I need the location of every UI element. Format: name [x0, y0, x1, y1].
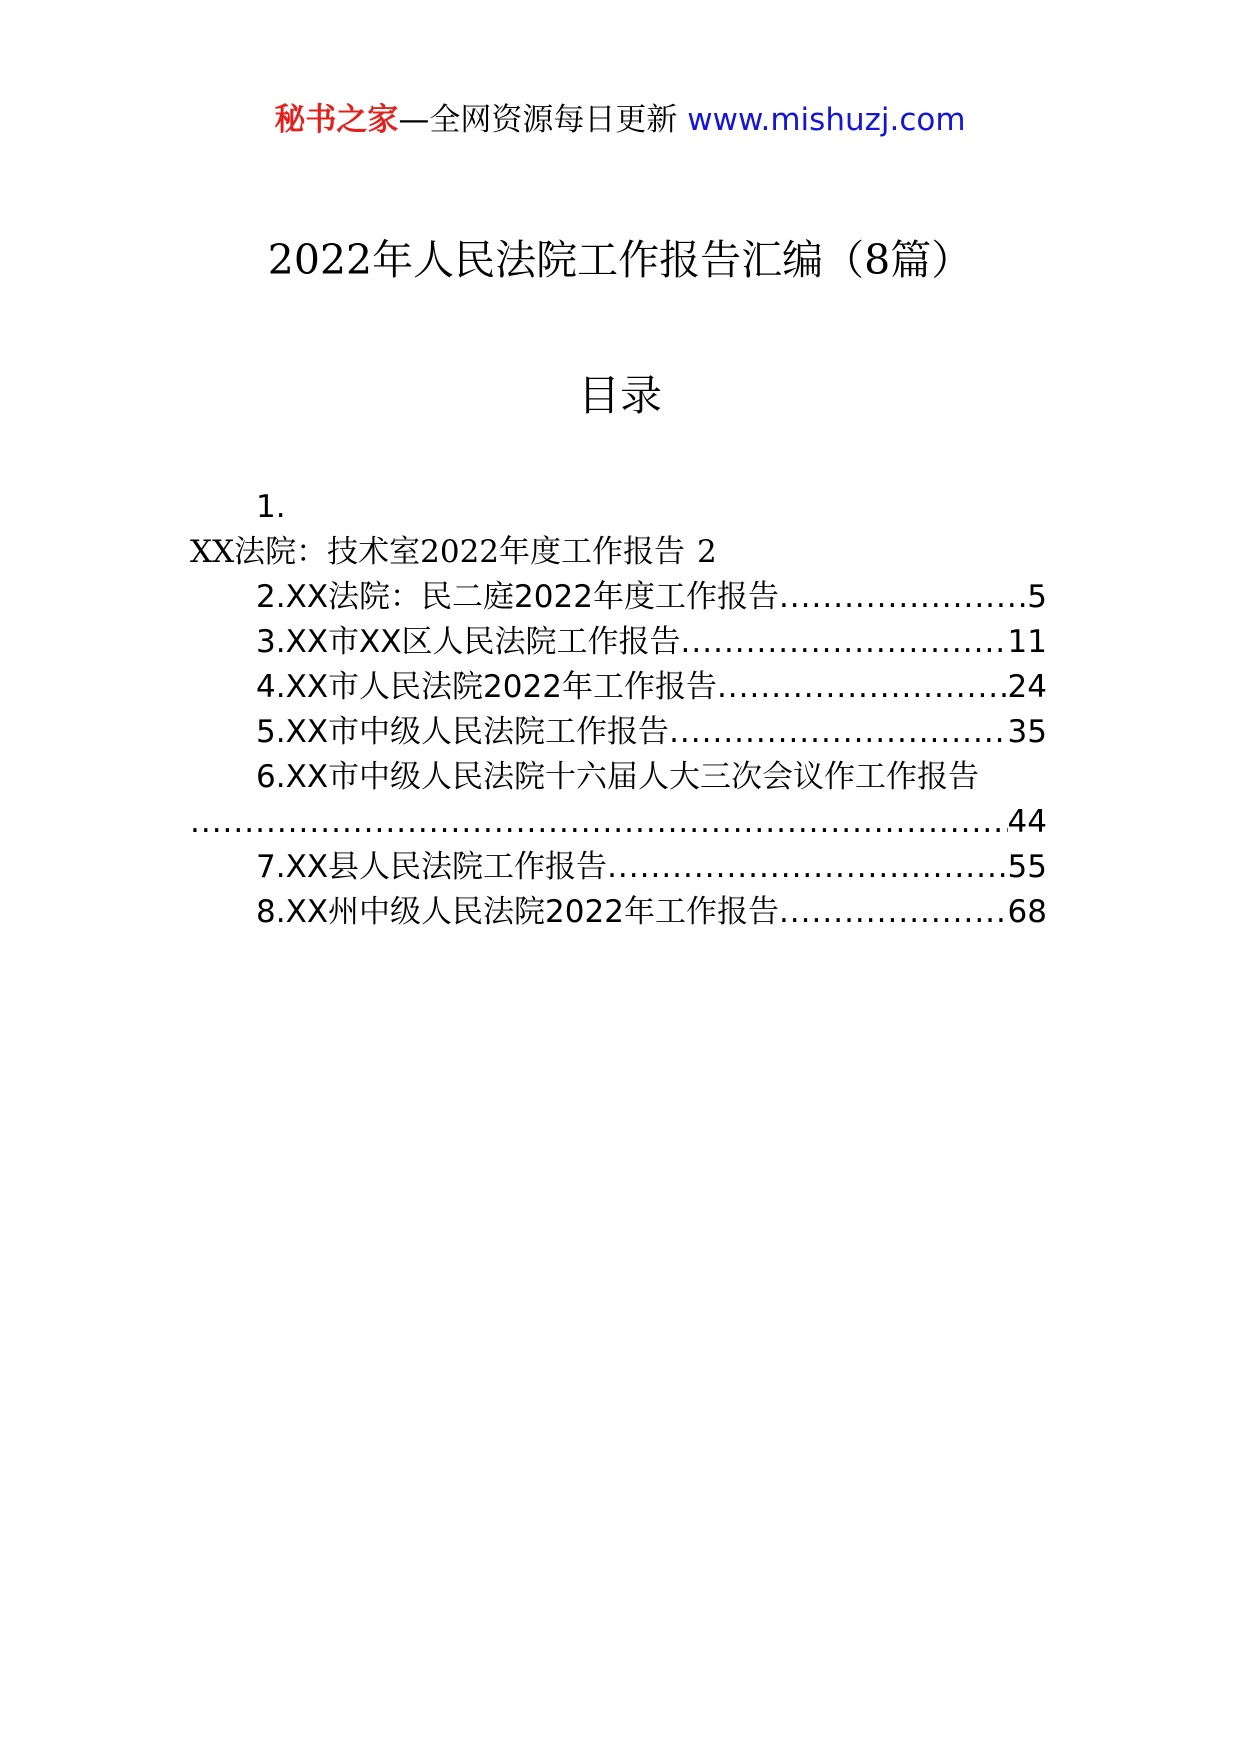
toc-entry-4[interactable] [190, 665, 1047, 710]
toc-entry-6[interactable] [190, 755, 1047, 800]
toc-entry-7-page: 55 [1007, 849, 1047, 885]
site-slogan: —全网资源每日更新 [398, 102, 678, 138]
toc-entry-3-text: 3.XX市XX区人民法院工作报告 [256, 624, 681, 660]
toc-entry-6-continuation [190, 800, 1047, 845]
toc-entry-3[interactable] [190, 620, 1047, 665]
site-header [0, 100, 1240, 140]
brand-name: 秘书之家 [274, 102, 399, 138]
toc-entry-2-text: 2.XX法院：民二庭2022年度工作报告 [256, 579, 779, 615]
toc-entry-5[interactable] [190, 710, 1047, 755]
toc-entry-5-text: 5.XX市中级人民法院工作报告 [256, 714, 670, 750]
toc-entry-2[interactable] [190, 575, 1047, 620]
toc-entry-8[interactable] [190, 890, 1047, 935]
toc-entry-5-page: 35 [1007, 714, 1047, 750]
toc-leader-dots [717, 665, 1008, 710]
site-url-link[interactable]: www.mishuzj.com [687, 102, 966, 138]
toc-leader-dots [607, 845, 1007, 890]
toc-entry-8-text: 8.XX州中级人民法院2022年工作报告 [256, 894, 779, 930]
table-of-contents [190, 485, 1047, 935]
toc-entry-8-page: 68 [1007, 894, 1047, 930]
toc-leader-dots [669, 710, 1007, 755]
toc-heading: 目录 [577, 371, 662, 420]
toc-entry-1-number: 1. [256, 489, 286, 525]
toc-entry-3-page: 11 [1007, 624, 1047, 660]
toc-entry-1[interactable] [190, 530, 1047, 575]
toc-entry-4-page: 24 [1007, 669, 1047, 705]
toc-entry-6-text: 6.XX市中级人民法院十六届人大三次会议作工作报告 [256, 759, 980, 795]
toc-entry-7-text: 7.XX县人民法院工作报告 [256, 849, 608, 885]
document-title: 2022年人民法院工作报告汇编（8篇） [267, 236, 973, 284]
toc-entry-6-page: 44 [1007, 804, 1047, 840]
toc-entry-1-text: XX法院：技术室2022年度工作报告 [190, 534, 686, 570]
toc-leader-dots [779, 890, 1008, 935]
toc-entry-1-page: 2 [697, 534, 717, 570]
toc-leader-dots [779, 575, 1027, 620]
toc-entry-7[interactable] [190, 845, 1047, 890]
toc-leader-dots [190, 800, 1008, 845]
toc-entry-4-text: 4.XX市人民法院2022年工作报告 [256, 669, 717, 705]
toc-leader-dots [681, 620, 1008, 665]
toc-entry-1-number-line [190, 485, 1047, 530]
toc-entry-2-page: 5 [1027, 579, 1047, 615]
